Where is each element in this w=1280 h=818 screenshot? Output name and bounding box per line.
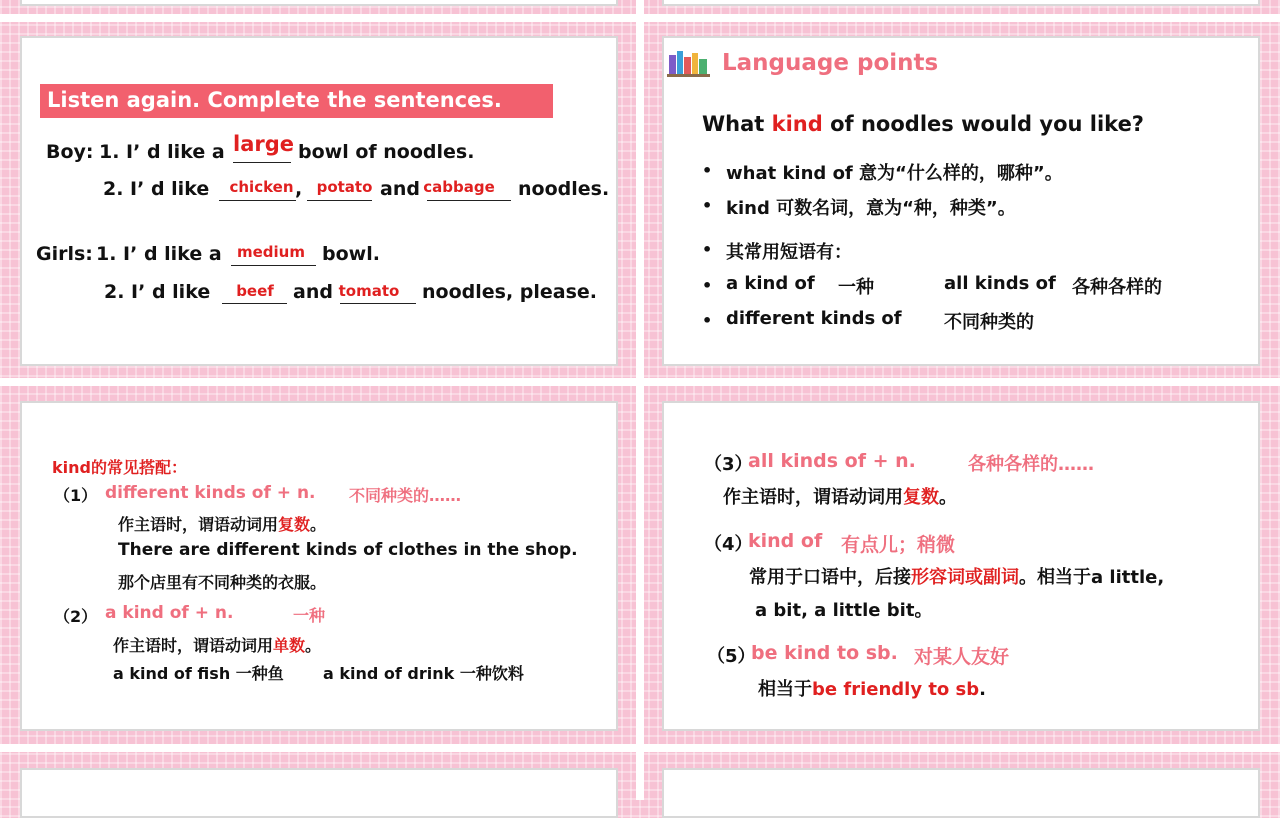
phrase-all-kinds-of: all kinds of [944, 273, 1056, 294]
grammar-note [118, 512, 326, 535]
boy-sentence-1-start: 1. I’ d like a [99, 141, 225, 163]
phrase-different-kinds-of: different kinds of [726, 308, 902, 329]
example-translation: 那个店里有不同种类的衣服。 [118, 573, 327, 592]
note-text: 常用于口语中，后接 [749, 567, 911, 588]
answer-medium: medium [237, 243, 305, 261]
and-word: and [380, 178, 420, 200]
point-kind-noun: kind 可数名词，意为“种，种类”。 [726, 198, 1016, 219]
collocations-title: kind的常见搭配： [52, 458, 187, 477]
phrase-meaning: 有点儿；稍微 [841, 534, 956, 556]
bullet-dot: • [702, 240, 713, 259]
slide-gutter-vertical [636, 0, 644, 800]
phrase-different-kinds-of-meaning: 不同种类的 [944, 312, 1034, 333]
girls-sentence-1-start: 1. I’ d like a [96, 243, 222, 265]
slide-gutter-middle [0, 378, 1280, 386]
answer-potato: potato [316, 178, 373, 196]
slide-thumbnail-top-left-partial[interactable] [20, 0, 618, 6]
phrase-a-kind-of: a kind of [726, 273, 815, 294]
point-what-kind-of: what kind of 意为“什么样的，哪种”。 [726, 163, 1063, 184]
question-start: What [702, 112, 765, 136]
question-end: of noodles would you like? [830, 112, 1144, 136]
usage-note-continued: a bit, a little bit。 [755, 600, 933, 621]
books-icon [667, 47, 711, 77]
grammar-note [723, 483, 957, 509]
phrase-meaning: 一种 [293, 606, 326, 625]
item-number: （5） [707, 646, 756, 667]
example-fish: a kind of fish 一种鱼 [113, 664, 284, 683]
boy-sentence-2-start: 2. I’ d like [103, 178, 210, 200]
phrase-a-kind-of-meaning: 一种 [838, 277, 874, 298]
slide-thumbnail-top-right-partial[interactable] [662, 0, 1260, 6]
note-keyword: 形容词或副词 [911, 567, 1019, 588]
grammar-note [113, 633, 321, 656]
boy-sentence-2-end: noodles. [518, 178, 610, 200]
note-text: 作主语时，谓语动词用 [118, 515, 279, 534]
bullet-dot: • [702, 196, 713, 215]
answer-blank [233, 162, 291, 163]
slide-thumbnail-bottom-left-partial[interactable] [20, 768, 618, 818]
point-phrases-heading: 其常用短语有： [726, 242, 852, 263]
answer-tomato: tomato [338, 282, 400, 300]
note-punct: . [979, 679, 986, 700]
question-line [702, 112, 1144, 136]
usage-note [749, 563, 1164, 589]
answer-beef: beef [236, 282, 274, 300]
item-number: （4） [704, 534, 753, 555]
slide-kind-collocations[interactable] [20, 401, 618, 731]
phrase-different-kinds-of-n: different kinds of + n. [105, 483, 316, 503]
answer-blank [222, 303, 287, 304]
answer-blank [219, 200, 296, 201]
note-text: 相当于 [758, 679, 812, 700]
answer-chicken: chicken [229, 178, 294, 196]
section-heading: Language points [722, 50, 939, 76]
note-punct: 。 [310, 515, 327, 534]
bullet-dot: • [702, 311, 713, 330]
note-keyword: be friendly to sb [812, 679, 980, 700]
answer-blank [231, 265, 316, 266]
note-punct: 。 [305, 636, 322, 655]
phrase-meaning: 各种各样的…… [968, 454, 1094, 475]
comma: , [295, 178, 303, 200]
boy-label: Boy: [46, 141, 94, 163]
phrase-all-kinds-of-n: all kinds of + n. [748, 450, 916, 472]
phrase-meaning: 对某人友好 [914, 646, 1010, 668]
example-drink: a kind of drink 一种饮料 [323, 664, 524, 683]
note-keyword: 复数 [903, 487, 939, 508]
girls-sentence-1-end: bowl. [322, 243, 380, 265]
girls-label: Girls: [36, 243, 93, 265]
note-text: 作主语时，谓语动词用 [723, 487, 903, 508]
answer-blank [307, 200, 372, 201]
banner-title: Listen again. Complete the sentences. [47, 88, 502, 112]
answer-cabbage: cabbage [423, 178, 495, 196]
equivalent-note [758, 675, 986, 701]
phrase-kind-of: kind of [748, 530, 823, 552]
girls-sentence-2-start: 2. I’ d like [104, 281, 211, 303]
example-sentence: There are different kinds of clothes in the shop. [118, 540, 578, 560]
note-text: 作主语时，谓语动词用 [113, 636, 274, 655]
note-punct: 。 [939, 487, 957, 508]
note-text-end: 。相当于a little, [1019, 567, 1165, 588]
phrase-meaning: 不同种类的…… [349, 486, 462, 505]
answer-blank [427, 200, 511, 201]
item-number: （1） [54, 486, 98, 505]
and-word: and [293, 281, 333, 303]
answer-blank [340, 303, 416, 304]
item-number: （3） [704, 454, 753, 475]
phrase-a-kind-of-n: a kind of + n. [105, 603, 234, 623]
note-keyword: 复数 [278, 515, 311, 534]
phrase-all-kinds-of-meaning: 各种各样的 [1072, 277, 1162, 298]
slide-gutter-top [0, 14, 1280, 22]
slide-thumbnail-bottom-right-partial[interactable] [662, 768, 1260, 818]
boy-sentence-1-end: bowl of noodles. [298, 141, 475, 163]
question-keyword: kind [771, 112, 823, 136]
girls-sentence-2-end: noodles, please. [422, 281, 598, 303]
phrase-be-kind-to: be kind to sb. [751, 642, 898, 664]
answer-large: large [233, 132, 295, 156]
bullet-dot: • [702, 276, 713, 295]
note-keyword: 单数 [273, 636, 306, 655]
slide-gutter-bottom [0, 744, 1280, 752]
item-number: （2） [54, 607, 98, 626]
bullet-dot: • [702, 161, 713, 180]
